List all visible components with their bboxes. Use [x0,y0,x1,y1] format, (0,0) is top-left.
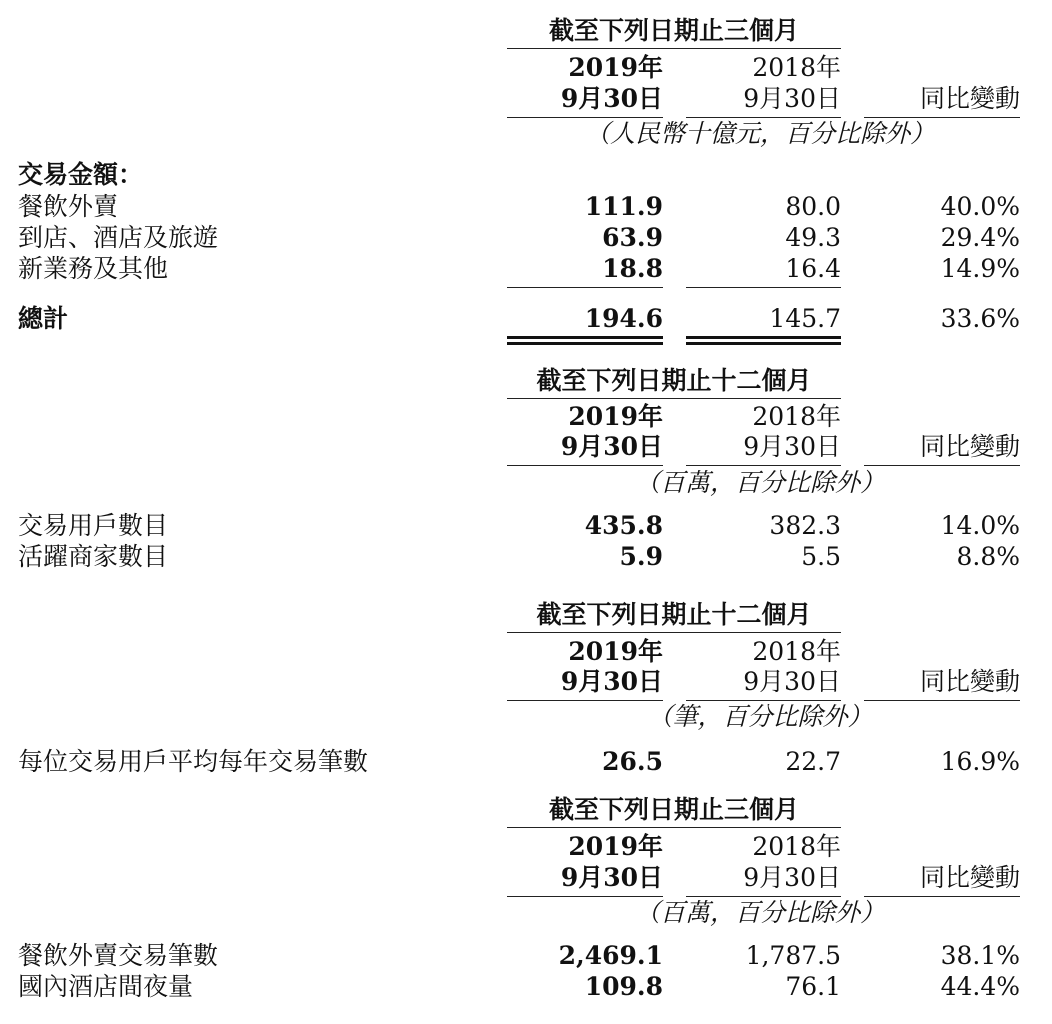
col-2018-date: 9月30日 [743,667,841,696]
units-note: （人民幣十億元，百分比除外） [584,119,935,148]
divider [507,117,663,118]
row-label: 到店、酒店及旅遊 [18,223,219,252]
divider [507,632,841,633]
col-2019-year: 2019年 [568,832,663,861]
value-yoy: 38.1% [940,941,1020,970]
value-2018: 22.7 [785,747,841,776]
subtotal-rule [507,287,663,288]
value-yoy: 29.4% [940,223,1020,252]
col-2019-date: 9月30日 [560,84,663,113]
value-2018: 382.3 [769,511,841,540]
value-2019: 109.8 [584,972,663,1001]
col-2018-date: 9月30日 [743,863,841,892]
col-2018-date: 9月30日 [743,432,841,461]
value-2018: 1,787.5 [745,941,841,970]
value-yoy: 16.9% [940,747,1020,776]
value-2019: 435.8 [584,511,663,540]
divider [686,465,841,466]
col-yoy: 同比變動 [919,863,1020,892]
units-note: （筆，百分比除外） [647,702,873,731]
col-2018-year: 2018年 [752,637,841,666]
value-2018: 76.1 [785,972,841,1001]
col-2019-date: 9月30日 [560,863,663,892]
divider [507,465,663,466]
col-2019-date: 9月30日 [560,667,663,696]
total-2018: 145.7 [769,304,841,333]
row-label: 國內酒店間夜量 [18,972,194,1001]
value-yoy: 14.0% [940,511,1020,540]
divider [507,700,663,701]
divider [686,700,841,701]
total-label: 總計 [18,304,69,333]
value-2019: 26.5 [602,747,663,776]
col-2019-date: 9月30日 [560,432,663,461]
value-2018: 16.4 [785,254,841,283]
divider [686,896,841,897]
value-2018: 49.3 [785,223,841,252]
col-yoy: 同比變動 [919,84,1020,113]
divider [686,117,841,118]
col-2019-year: 2019年 [568,402,663,431]
section-heading: 交易金額： [18,160,144,189]
col-2019-year: 2019年 [568,637,663,666]
total-double-rule [686,336,841,345]
period-heading: 截至下列日期止十二個月 [536,366,812,395]
row-label: 活躍商家數目 [18,542,169,571]
divider [507,827,841,828]
value-2019: 111.9 [584,192,663,221]
total-yoy: 33.6% [940,304,1020,333]
total-double-rule [507,336,663,345]
col-2018-year: 2018年 [752,402,841,431]
divider [864,700,1020,701]
divider [864,465,1020,466]
period-heading: 截至下列日期止三個月 [548,16,799,45]
divider [507,896,663,897]
value-yoy: 40.0% [940,192,1020,221]
col-2018-date: 9月30日 [743,84,841,113]
col-yoy: 同比變動 [919,432,1020,461]
col-yoy: 同比變動 [919,667,1020,696]
period-heading: 截至下列日期止十二個月 [536,600,812,629]
row-label: 每位交易用戶平均每年交易筆數 [18,747,369,776]
row-label: 新業務及其他 [18,254,169,283]
col-2019-year: 2019年 [568,53,663,82]
divider [507,398,841,399]
divider [507,48,841,49]
col-2018-year: 2018年 [752,53,841,82]
value-2019: 5.9 [619,542,663,571]
row-label: 餐飲外賣交易筆數 [18,941,219,970]
value-2019: 2,469.1 [558,941,663,970]
divider [864,896,1020,897]
value-yoy: 44.4% [940,972,1020,1001]
value-2019: 18.8 [602,254,663,283]
period-heading: 截至下列日期止三個月 [548,795,799,824]
total-2019: 194.6 [584,304,663,333]
subtotal-rule [686,287,841,288]
divider [864,117,1020,118]
units-note: （百萬，百分比除外） [634,468,885,497]
value-2019: 63.9 [602,223,663,252]
value-yoy: 8.8% [956,542,1020,571]
units-note: （百萬，百分比除外） [634,898,885,927]
row-label: 餐飲外賣 [18,192,119,221]
row-label: 交易用戶數目 [18,511,169,540]
value-2018: 80.0 [785,192,841,221]
value-yoy: 14.9% [940,254,1020,283]
value-2018: 5.5 [801,542,841,571]
col-2018-year: 2018年 [752,832,841,861]
